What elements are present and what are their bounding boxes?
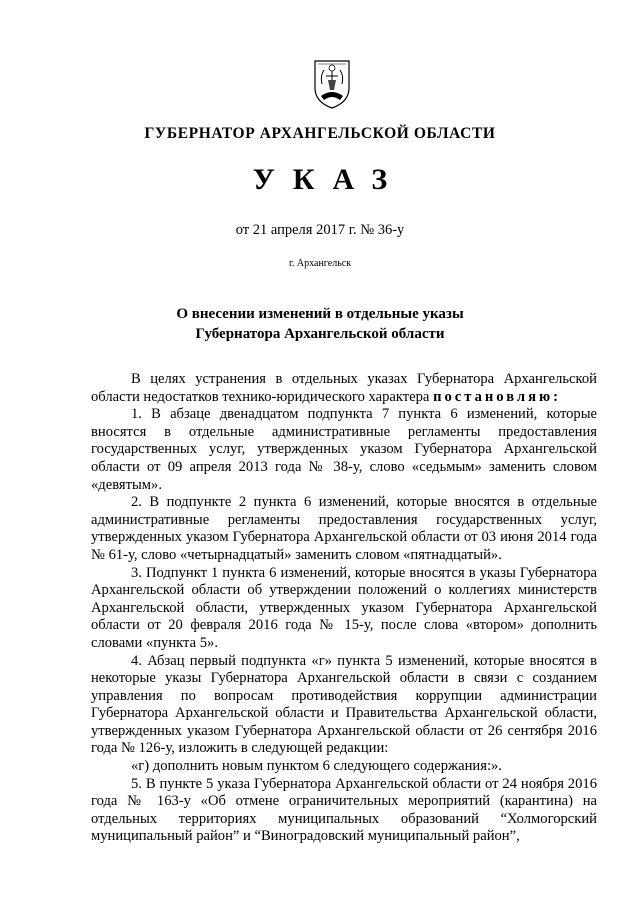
paragraph-4: 4. Абзац первый подпункта «г» пункта 5 изменений, которые вносятся в некоторые указы Губернатора Архангельской области в связи с созданием управления по вопросам противодействия коррупции администрации Губернатора Архангельской области и Правительства Архангельской области, утвержденных указом Губернатора Архангельской области от 26 сентября 2016 года № 126-у, изложить в следующей редакции: xyxy=(91,652,597,757)
document-date-number: от 21 апреля 2017 г. № 36-у xyxy=(235,222,405,238)
issuing-authority: ГУБЕРНАТОР АРХАНГЕЛЬСКОЙ ОБЛАСТИ xyxy=(144,125,496,142)
paragraph-3: 3. Подпункт 1 пункта 6 изменений, которые вносятся в указы Губернатора Архангельской области об утверждении положений о коллегиях министерств Архангельской области, утвержденных указом Губернатора Архангельской области от 20 февраля 2016 года № 15-у, после слова «втором» дополнить словами «пункта 5». xyxy=(91,564,597,651)
paragraph-2: 2. В подпункте 2 пункта 6 изменений, которые вносятся в отдельные административные регламенты предоставления государственных услуг, утвержденных указом Губернатора Архангельской области от 03 июня 2014 года № 61-у, слово «четырнадцатый» заменить словом «пятнадцатый». xyxy=(91,494,597,563)
title-line-2: Губернатора Архангельской области xyxy=(195,326,445,342)
title-line-1: О внесении изменений в отдельные указы xyxy=(176,306,464,322)
paragraph-5: 5. В пункте 5 указа Губернатора Архангельской области от 24 ноября 2016 года № 163-у «Об отмене ограничительных мероприятий (карантина) на отдельных территориях муниципальных образований “Холмогорский муниципальный район” и “Виноградовский муниципальный район”, xyxy=(91,775,597,845)
paragraph-1: 1. В абзаце двенадцатом подпункта 7 пункта 6 изменений, которые вносятся в отдельные административные регламенты предоставления государственных услуг, утвержденных указом Губернатора Архангельской области от 09 апреля 2013 года № 38-у, слово «седьмым» заменить словом «девятым». xyxy=(91,406,597,493)
intro-paragraph xyxy=(91,371,597,406)
intro-text: В целях устранения в отдельных указах Губернатора Архангельской области недостатков технико-юридического характера xyxy=(91,371,597,405)
document-city: г. Архангельск xyxy=(288,258,352,269)
document-body xyxy=(91,371,597,846)
coat-of-arms-icon xyxy=(312,58,352,110)
document-type: УКАЗ xyxy=(252,163,406,196)
decree-word: постановляю: xyxy=(433,388,562,405)
paragraph-4-subitem: «г) дополнить новым пунктом 6 следующего содержания:». xyxy=(131,758,502,775)
document-title xyxy=(0,304,640,344)
